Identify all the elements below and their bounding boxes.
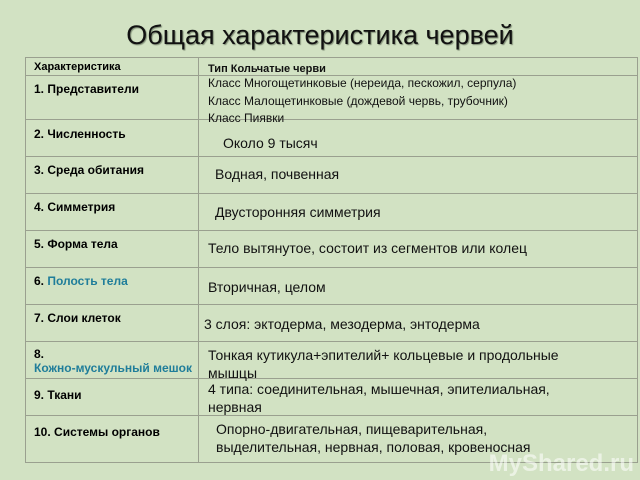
page-title: Общая характеристика червей [126,20,514,50]
row-label: 1. Представители [34,82,139,96]
header-characteristic: Характеристика [34,61,121,73]
row-label: 3. Среда обитания [34,163,144,177]
row-label: 9. Ткани [34,388,82,402]
row-value: Класс Многощетинковые (нереида, пескожил, серпула) Класс Малощетинковые (дождевой червь, трубочник) Класс Пиявки [208,76,517,125]
table-row [26,268,637,305]
row-label: 2. Численность [34,127,126,141]
characteristics-table [25,57,638,463]
table-header [26,58,637,76]
row-value: Водная, почвенная [215,166,340,182]
table-row [26,305,637,342]
table-row [26,157,637,194]
table-row [26,76,637,125]
table-row [26,231,637,268]
row-value: Тонкая кутикула+эпителий+ кольцевые и продольные мышцы [208,347,559,381]
table-row [26,120,637,157]
table-row [26,342,637,379]
table-row [26,194,637,231]
row-value: Опорно-двигательная, пищеварительная, выделительная, нервная, половая, кровеносная [216,421,531,455]
row-value: 3 слоя: эктодерма, мезодерма, энтодерма [204,316,480,332]
row-value: Вторичная, целом [208,279,326,295]
row-label: 10. Системы органов [34,425,160,439]
table-row [26,379,637,416]
row-label: 8. Кожно-мускульный мешок [34,347,192,375]
watermark: MyShared.ru [488,450,634,477]
row-label: 4. Симметрия [34,200,116,214]
row-value: Около 9 тысяч [223,135,318,151]
row-label: 6. Полость тела [34,274,128,288]
row-value: Двусторонняя симметрия [215,204,381,220]
row-label: 5. Форма тела [34,237,118,251]
row-value: 4 типа: соединительная, мышечная, эпителиальная, нервная [208,381,550,415]
row-label: 7. Слои клеток [34,311,121,325]
header-type: Тип Кольчатые черви [208,63,326,75]
row-value: Тело вытянутое, состоит из сегментов или колец [208,240,527,256]
